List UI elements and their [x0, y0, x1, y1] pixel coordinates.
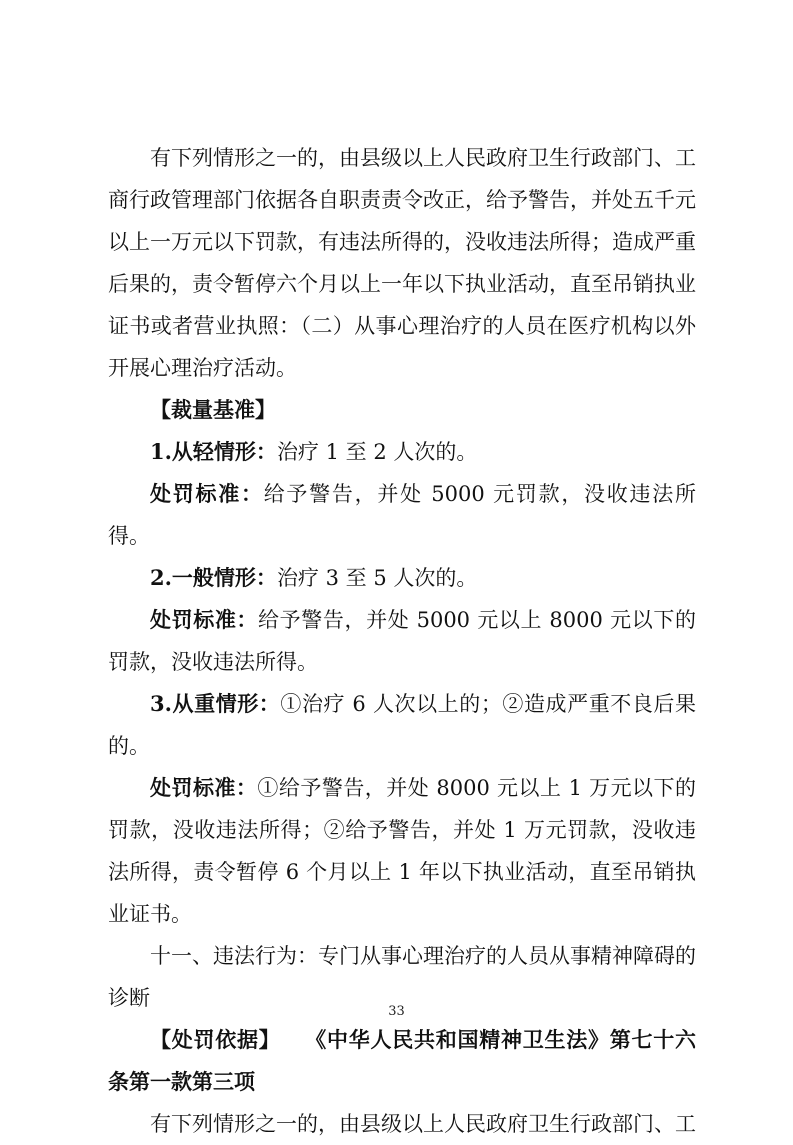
heavy-penalty	[108, 767, 696, 935]
item-eleven: 十一、违法行为：专门从事心理治疗的人员从事精神障碍的诊断	[108, 944, 696, 1010]
general-penalty-text: 给予警告，并处 5000 元以上 8000 元以下的罚款，没收违法所得。	[108, 608, 696, 674]
general-text: 治疗 3 至 5 人次的。	[276, 566, 478, 590]
page-number: 33	[388, 1004, 405, 1019]
heavy-label: 3.从重情形：	[150, 691, 281, 716]
heavy-penalty-label: 处罚标准：	[150, 775, 258, 800]
light-label: 1.从轻情形：	[150, 439, 277, 464]
light-penalty-text: 给予警告，并处 5000 元罚款，没收违法所得。	[108, 482, 697, 548]
light-penalty	[108, 473, 696, 557]
basis-label: 【处罚依据】	[150, 1027, 281, 1052]
next-paragraph: 有下列情形之一的，由县级以上人民政府卫生行政部门、工	[150, 1112, 696, 1136]
general-penalty-label: 处罚标准：	[150, 607, 259, 632]
discretion-heading: 【裁量基准】	[150, 397, 276, 422]
basis-text: 《中华人民共和国精神卫生法》第七十六条第一款第三项	[108, 1027, 696, 1094]
light-penalty-label: 处罚标准：	[150, 481, 264, 506]
light-text: 治疗 1 至 2 人次的。	[276, 440, 478, 464]
heavy-circumstance	[108, 683, 696, 767]
light-circumstance	[108, 431, 696, 473]
general-circumstance	[108, 557, 696, 599]
document-body	[108, 137, 696, 1145]
heavy-penalty-text: ①给予警告，并处 8000 元以上 1 万元以下的罚款，没收违法所得；②给予警告，并处 1 万元罚款，没收违法所得，责令暂停 6 个月以上 1 年以下执业活动，直至吊销执业证书。	[108, 776, 697, 926]
penalty-basis	[108, 1019, 696, 1103]
heavy-text: ①治疗 6 人次以上的；②造成严重不良后果的。	[108, 692, 696, 758]
general-penalty	[108, 599, 696, 683]
general-label: 2.一般情形：	[150, 565, 277, 590]
penalty-paragraph: 有下列情形之一的，由县级以上人民政府卫生行政部门、工商行政管理部门依据各自职责责令改正，给予警告，并处五千元以上一万元以下罚款，有违法所得的，没收违法所得；造成严重后果的，责令暂停六个月以上一年以下执业活动，直至吊销执业证书或者营业执照：（二）从事心理治疗的人员在医疗机构以外开展心理治疗活动。	[108, 146, 696, 380]
